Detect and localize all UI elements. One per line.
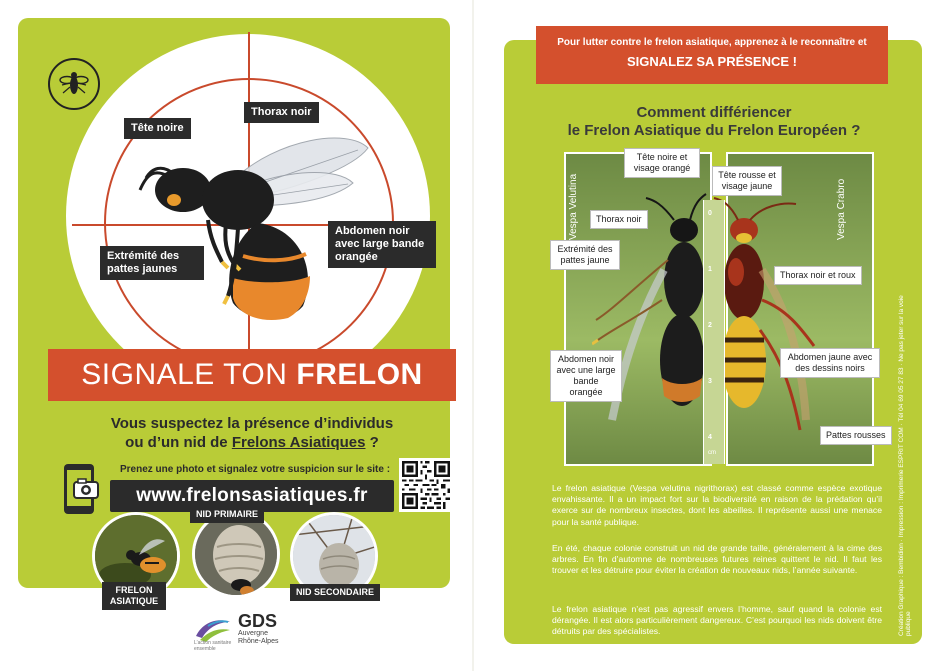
paragraph-invasive-species: Le frelon asiatique (Vespa velutina nigrithorax) est classé comme espèce exotique envahissante. Il a un impact fort sur la biodiversité en raison de la prédation qu’il exerce sur de nombreux insectes, dont les abeilles. Il représente aussi une menace pour la santé publique. [552,483,882,527]
callout-crabro-abdomen: Abdomen jaune avec des dessins noirs [780,348,880,378]
gds-swoosh-icon [194,616,232,642]
left-flyer-page [0,0,472,671]
left-flyer-background [18,18,450,588]
qr-code-icon[interactable] [399,458,453,512]
paragraph-danger: Le frelon asiatique n’est pas agressif envers l’homme, sauf quand la colonie est dérangée. Il est alors particulièrement dangereux. C’est pourquoi les nids doivent être détruits par des spécialistes. [552,604,882,637]
tag-secondary-nest: NID SECONDAIRE [290,584,380,601]
question-pre: ou d’un nid de [125,434,232,451]
headline-bold: FRELON [296,358,423,391]
banner-line-2: SIGNALEZ SA PRÉSENCE ! [627,54,797,69]
gds-region-2: Rhône-Alpes [238,638,279,645]
banner-line-1: Pour lutter contre le frelon asiatique, apprenez à le reconnaître et [557,37,867,48]
callout-legs: Extrémité des pattes jaunes [100,246,204,280]
callout-velutina-thorax: Thorax noir [590,210,648,229]
ruler-mark-3: 3 [708,378,712,385]
gds-logo [194,611,279,652]
camera-phone-icon [60,462,104,516]
question-post: ? [365,434,379,451]
paragraph-nest-lifecycle: En été, chaque colonie construit un nid de grande taille, généralement à la cime des arbres. En fin d’automne de nombreuses futures reines quittent le nid. Il faut les trouver et les détruire pour éviter la création de nouveaux nids, l’année suivante. [552,543,882,576]
ruler-mark-2: 2 [708,322,712,329]
website-url[interactable]: www.frelonsasiatiques.fr [110,480,394,512]
ruler-mark-4: 4 [708,434,712,441]
tag-asian-hornet: FRELON ASIATIQUE [102,582,166,610]
callout-velutina-legs: Extrémité des pattes jaune [550,240,620,270]
question-emphasis: Frelons Asiatiques [231,434,366,451]
question-line-2 [58,433,446,452]
callout-abdomen: Abdomen noir avec large bande orangée [328,221,436,268]
callout-head: Tête noire [124,118,191,139]
callout-crabro-legs: Pattes rousses [820,426,892,445]
species-label-velutina: Vespa Velutina [568,173,579,240]
ruler-mark-0: 0 [708,210,712,217]
awareness-banner [536,26,888,84]
callout-velutina-head: Tête noire et visage orangé [624,148,700,178]
photo-primary-nest [192,510,280,598]
right-flyer-page [474,0,950,671]
bee-icon [48,58,100,110]
question-line-1: Vous suspectez la présence d’individus [110,415,394,432]
comparison-title [534,104,894,140]
callout-crabro-thorax: Thorax noir et roux [774,266,862,285]
headline-banner [48,349,456,401]
callout-velutina-abdomen: Abdomen noir avec une large bande orangée [550,350,622,402]
ruler-unit: cm [708,450,716,456]
comparison-title-line-2: le Frelon Asiatique du Frelon Européen ? [567,122,861,139]
headline-light: SIGNALE TON [81,358,288,391]
callout-crabro-head: Tête rousse et visage jaune [712,166,782,196]
gds-title: GDS [238,611,278,631]
comparison-title-line-1: Comment différiencer [636,104,792,121]
size-ruler [703,200,725,464]
callout-thorax: Thorax noir [244,102,319,123]
report-instruction: Prenez une photo et signalez votre suspicion sur le site : [119,464,391,475]
gds-tagline: L’action sanitaire ensemble [194,640,232,652]
suspicion-question [58,414,446,452]
ruler-mark-1: 1 [708,266,712,273]
species-label-crabro: Vespa Crabro [836,178,847,240]
gds-region-1: Auvergne [238,630,268,637]
print-credits: Création Graphique : Bembidion · Impression : Imprimerie ESPRIT COM · Tél 04 69 05 27 83 · Ne pas jeter sur la voie publique [898,295,912,636]
tag-primary-nest: NID PRIMAIRE [190,506,264,523]
